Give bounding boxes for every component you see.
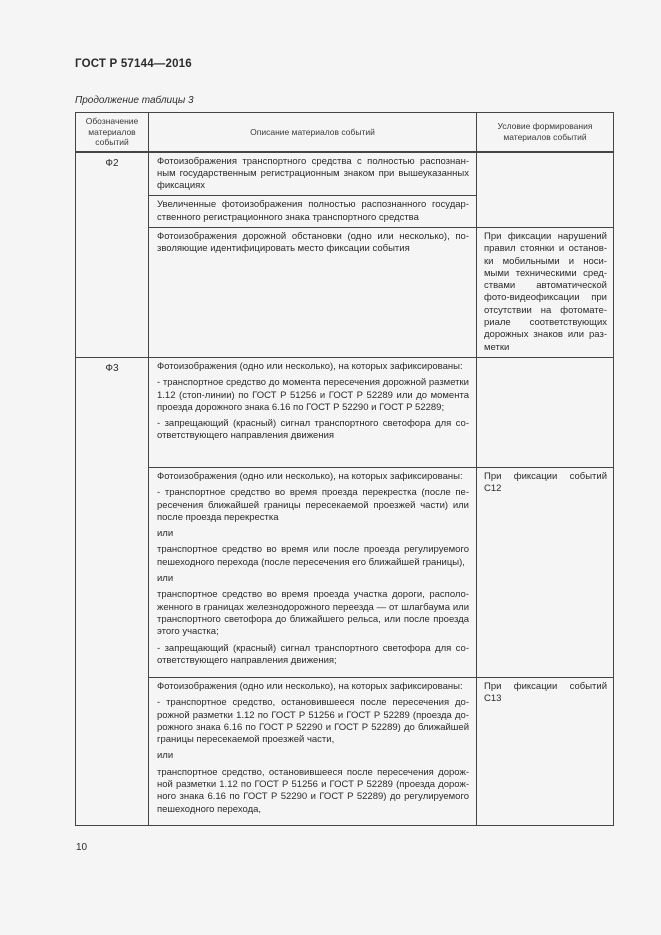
page-number: 10: [76, 841, 88, 853]
condition-cell: При фиксации нарушений правил стоянки и остановки мобильными и носимыми техническими средствами автоматической фото-видеофиксации при отсутствии на фотоматериале соответствующих дорожных знаков или разметки: [477, 227, 614, 357]
materials-table: [75, 112, 614, 826]
description-paragraph: или: [157, 750, 174, 762]
description-cell: [149, 196, 477, 228]
designation-cell: Ф3: [76, 357, 149, 825]
description-paragraph: транспортное средство, остановившееся после пересечения дорожной разметки 1.12 по ГОСТ Р 51256 и ГОСТ Р 52289 (проезда дорожного знака 6.16 по ГОСТ Р 52290 и ГОСТ Р 52289) до регулируемого пешеходного перехода,: [157, 766, 469, 815]
description-cell: [149, 677, 477, 825]
description-cell: [149, 467, 477, 677]
description-paragraph: транспортное средство во время или после проезда регулируемого пешеходного перехода (после пересечения его ближайшей границы),: [157, 544, 469, 568]
table-body: [76, 152, 614, 826]
description-paragraph: транспортное средство во время проезда участка дороги, расположенного в границах железнодорожного переезда — от шлагбаума или транспортного светофора до ближайшего рельса, или после проезда этого участка;: [157, 589, 469, 638]
table-caption: Продолжение таблицы 3: [75, 95, 194, 106]
description-paragraph: - транспортное средство, остановившееся после пересечения дорожной разметки 1.12 по ГОСТ Р 51256 и ГОСТ Р 52289 (проезда дорожного знака 6.16 по ГОСТ Р 52290 и ГОСТ Р 52289) до ближайшей границы пересекаемой проезжей части,: [157, 697, 469, 746]
column-header-designation: Обозначение материалов событий: [76, 113, 149, 152]
description-paragraph: Фотоизображения (одно или несколько), на которых зафиксированы:: [157, 360, 463, 372]
column-header-condition: Условие формирования материалов событий: [477, 113, 614, 152]
description-paragraph: - транспортное средство во время проезда перекрестка (после пересечения ближайшей границы пересекаемой проезжей части) или после проезда перекрестка: [157, 487, 469, 523]
condition-cell: [477, 152, 614, 228]
condition-cell: [477, 357, 614, 467]
table-row: [76, 467, 614, 677]
designation-cell: Ф2: [76, 152, 149, 358]
description-paragraph: Фотоизображения (одно или несколько), на которых зафиксированы:: [157, 470, 463, 482]
description-paragraph: Фотоизображения транспортного средства с полностью распознанным государственным регистрационным знаком при вышеуказанных фиксациях: [157, 155, 469, 192]
description-paragraph: или: [157, 528, 174, 540]
description-cell: [149, 227, 477, 357]
condition-cell: При фиксации событий С12: [477, 467, 614, 677]
table-row: [76, 357, 614, 467]
table-header: [76, 113, 614, 152]
condition-cell: При фиксации событий С13: [477, 677, 614, 825]
column-header-description: Описание материалов событий: [149, 113, 477, 152]
table-row: [76, 152, 614, 196]
description-paragraph: - запрещающий (красный) сигнал транспортного светофора для соответствующего направления движения: [157, 418, 469, 442]
description-paragraph: - транспортное средство до момента пересечения дорожной разметки 1.12 (стоп-линии) по ГОСТ Р 51256 и ГОСТ Р 52289 или до момента проезда дорожного знака 6.16 по ГОСТ Р 52290 и ГОСТ Р 52289;: [157, 377, 469, 413]
description-paragraph: Увеличенные фотоизображения полностью распознанного государственного регистрационного знака транспортного средства: [157, 199, 469, 223]
description-paragraph: Фотоизображения (одно или несколько), на которых зафиксированы:: [157, 680, 463, 692]
description-cell: [149, 152, 477, 196]
doc-code: ГОСТ Р 57144—2016: [75, 58, 192, 70]
description-paragraph: или: [157, 573, 174, 585]
table-row: [76, 227, 614, 357]
description-cell: [149, 357, 477, 467]
table-row: [76, 677, 614, 825]
description-paragraph: Фотоизображения дорожной обстановки (одно или несколько), позволяющие идентифицировать место фиксации события: [157, 230, 469, 255]
description-paragraph: - запрещающий (красный) сигнал транспортного светофора для соответствующего направления движения;: [157, 642, 469, 666]
